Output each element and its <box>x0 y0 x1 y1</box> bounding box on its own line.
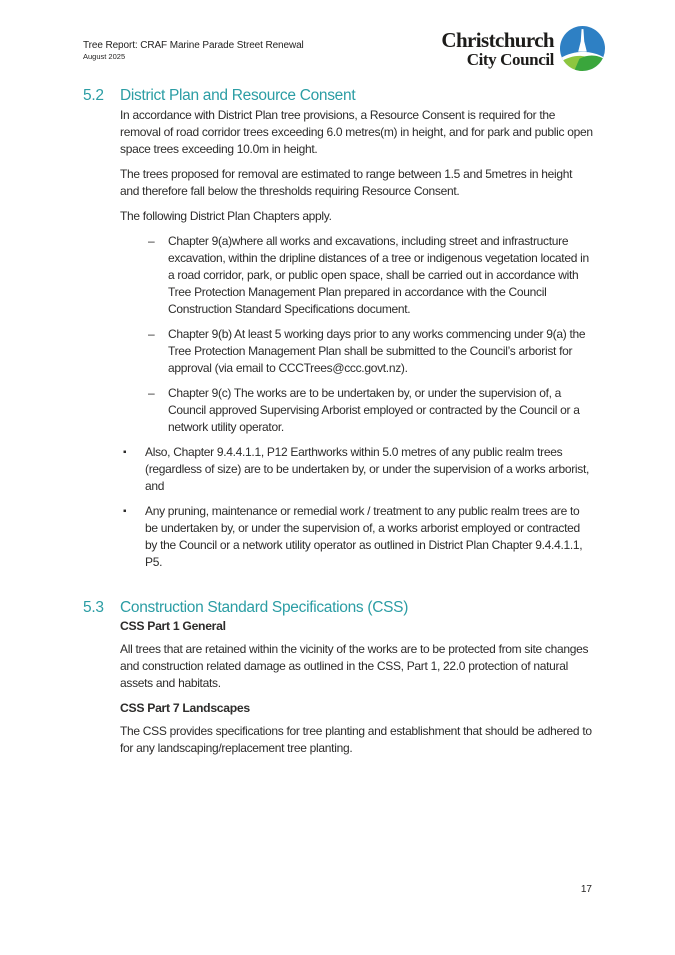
list-item <box>120 503 593 571</box>
section-title: Construction Standard Specifications (CSS) <box>120 599 409 616</box>
list-item <box>120 385 593 436</box>
document-body <box>83 86 593 765</box>
paragraph: The following District Plan Chapters apply. <box>120 209 332 223</box>
dash-bullet-marker: – <box>148 234 155 248</box>
subsection-heading: CSS Part 1 General <box>120 619 226 633</box>
list-item <box>120 326 593 377</box>
logo-line2: City Council <box>466 49 554 69</box>
section-number: 5.3 <box>83 599 104 616</box>
list-item <box>120 233 593 318</box>
page-header <box>83 39 304 62</box>
list-item-text: Chapter 9(b) At least 5 working days prior to any works commencing under 9(a) the Tree Protection Management Plan shall be submitted to the Council’s arborist for approval (via email to CCCTrees@ccc.govt.nz). <box>168 327 586 375</box>
ccc-logo <box>441 26 605 71</box>
cathedral-crest-icon <box>560 26 605 71</box>
subsection-heading: CSS Part 7 Landscapes <box>120 701 250 715</box>
paragraph: In accordance with District Plan tree provisions, a Resource Consent is required for the removal of road corridor trees exceeding 6.0 metres(m) in height, and for park and public open space trees exceeding 10.0m in height. <box>120 108 593 156</box>
list-item <box>120 444 593 495</box>
paragraph: The CSS provides specifications for tree planting and establishment that should be adhered to for any landscaping/replacement tree planting. <box>120 724 592 755</box>
section-number: 5.2 <box>83 87 104 104</box>
dash-bullet-list <box>120 233 593 436</box>
square-bullet-marker: ▪ <box>123 447 127 458</box>
list-item-text: Also, Chapter 9.4.4.1.1, P12 Earthworks within 5.0 metres of any public realm trees (regardless of size) are to be undertaken by, or under the supervision of a works arborist, and <box>145 445 590 493</box>
square-bullet-list <box>120 444 593 571</box>
report-title: Tree Report: CRAF Marine Parade Street Renewal <box>83 40 304 51</box>
page-number: 17 <box>580 884 592 895</box>
section-heading-5-2 <box>83 86 593 106</box>
square-bullet-marker: ▪ <box>123 506 127 517</box>
list-item-text: Chapter 9(c) The works are to be undertaken by, or under the supervision of, a Council approved Supervising Arborist employed or contracted by the Council or a network utility operator. <box>168 386 580 434</box>
list-item-text: Chapter 9(a)where all works and excavations, including street and infrastructure excavation, within the dripline distances of a tree or indigenous vegetation located in a road corridor, park, or public open space, shall be carried out in accordance with Tree Protection Management Plan prepared in accordance with the Council Construction Standard Specifications document. <box>168 234 589 316</box>
logo-line1: Christchurch <box>441 27 554 52</box>
ccc-logo-wordmark <box>441 27 554 69</box>
section-heading-5-3 <box>83 598 593 618</box>
dash-bullet-marker: – <box>148 386 155 400</box>
list-item-text: Any pruning, maintenance or remedial work / treatment to any public realm trees are to be undertaken by, or under the supervision of, a works arborist employed or contracted by the Council or a network utility operator as outlined in District Plan Chapter 9.4.4.1.1, P5. <box>145 504 583 569</box>
section-5-3 <box>83 598 593 757</box>
report-date: August 2025 <box>83 52 126 61</box>
paragraph: The trees proposed for removal are estimated to range between 1.5 and 5metres in height and therefore fall below the thresholds requiring Resource Consent. <box>120 167 573 198</box>
dash-bullet-marker: – <box>148 327 155 341</box>
section-title: District Plan and Resource Consent <box>120 87 356 104</box>
paragraph: All trees that are retained within the vicinity of the works are to be protected from site changes and construction related damage as outlined in the CSS, Part 1, 22.0 protection of natural assets and habitats. <box>120 642 589 690</box>
